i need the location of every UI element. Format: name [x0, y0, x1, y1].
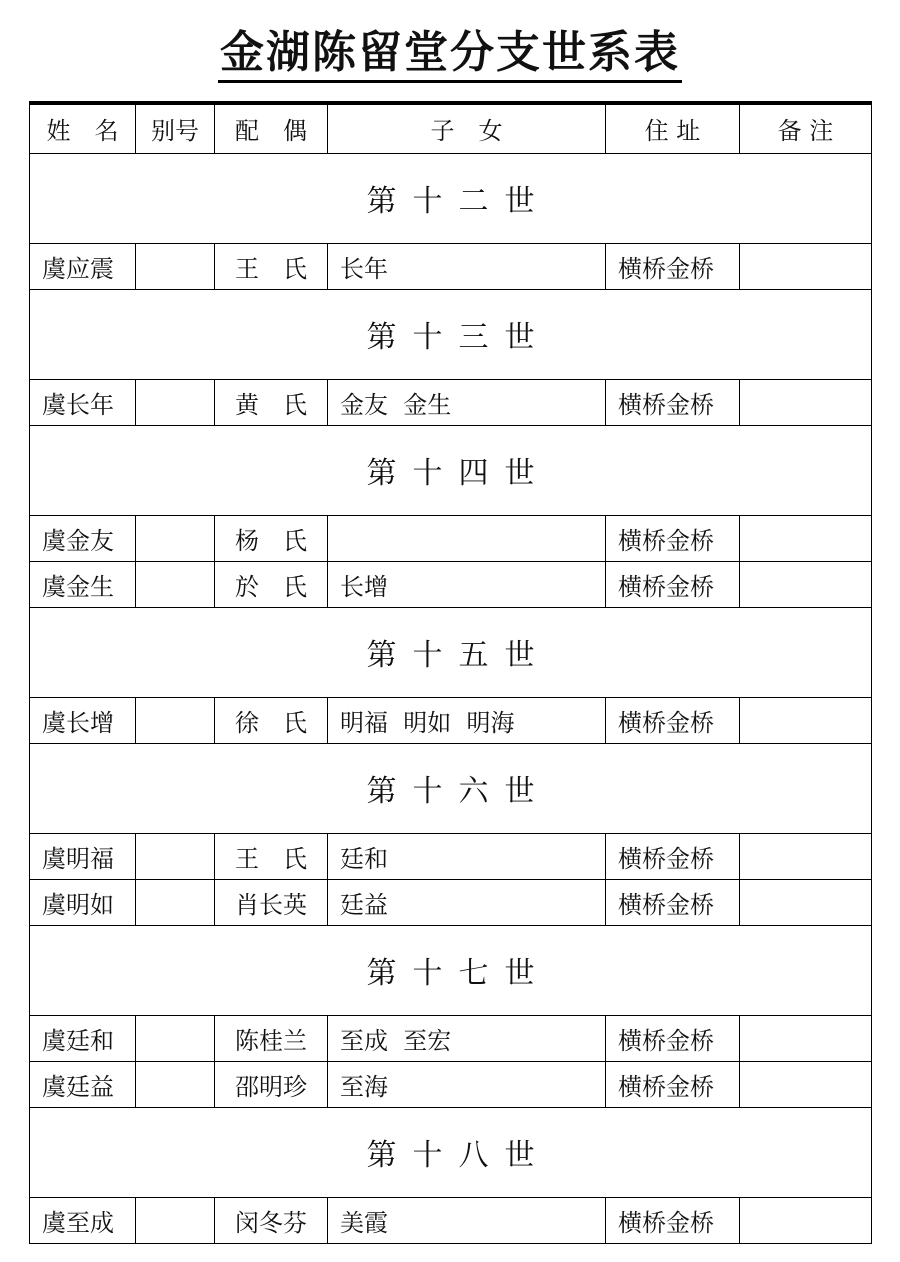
generation-label: 第十八世	[30, 1107, 872, 1197]
person-alias	[136, 1061, 215, 1107]
header-name: 姓 名	[30, 103, 136, 153]
person-children: 廷和	[328, 833, 606, 879]
person-spouse: 肖长英	[215, 879, 328, 925]
title-text: 金湖陈留堂分支世系表	[218, 27, 682, 83]
person-note	[740, 879, 872, 925]
table-row	[30, 879, 872, 925]
generation-label: 第十五世	[30, 607, 872, 697]
header-children: 子 女	[328, 103, 606, 153]
person-spouse: 闵冬芬	[215, 1197, 328, 1243]
header-address: 住 址	[606, 103, 740, 153]
person-alias	[136, 561, 215, 607]
person-note	[740, 697, 872, 743]
person-alias	[136, 697, 215, 743]
generation-row	[30, 153, 872, 243]
person-note	[740, 379, 872, 425]
person-name: 虞金生	[30, 561, 136, 607]
person-children: 至成 至宏	[328, 1015, 606, 1061]
person-address: 横桥金桥	[606, 243, 740, 289]
generation-label: 第十二世	[30, 153, 872, 243]
generation-label: 第十七世	[30, 925, 872, 1015]
person-name: 虞长年	[30, 379, 136, 425]
person-spouse: 王 氏	[215, 833, 328, 879]
generation-label: 第十三世	[30, 289, 872, 379]
person-address: 横桥金桥	[606, 561, 740, 607]
person-note	[740, 1061, 872, 1107]
person-note	[740, 515, 872, 561]
person-name: 虞廷益	[30, 1061, 136, 1107]
person-name: 虞明如	[30, 879, 136, 925]
table-row	[30, 515, 872, 561]
person-note	[740, 1197, 872, 1243]
person-children: 廷益	[328, 879, 606, 925]
person-name: 虞应震	[30, 243, 136, 289]
table-row	[30, 833, 872, 879]
person-name: 虞金友	[30, 515, 136, 561]
person-name: 虞廷和	[30, 1015, 136, 1061]
person-alias	[136, 1197, 215, 1243]
table-row	[30, 697, 872, 743]
person-spouse: 徐 氏	[215, 697, 328, 743]
person-note	[740, 243, 872, 289]
person-address: 横桥金桥	[606, 515, 740, 561]
person-children	[328, 515, 606, 561]
generation-row	[30, 1107, 872, 1197]
header-spouse: 配 偶	[215, 103, 328, 153]
table-row	[30, 243, 872, 289]
header-note: 备 注	[740, 103, 872, 153]
generation-row	[30, 925, 872, 1015]
person-spouse: 邵明珍	[215, 1061, 328, 1107]
person-spouse: 於 氏	[215, 561, 328, 607]
person-spouse: 王 氏	[215, 243, 328, 289]
person-children: 美霞	[328, 1197, 606, 1243]
table-row	[30, 1061, 872, 1107]
generation-row	[30, 425, 872, 515]
person-alias	[136, 1015, 215, 1061]
person-note	[740, 1015, 872, 1061]
generation-row	[30, 743, 872, 833]
person-alias	[136, 243, 215, 289]
person-alias	[136, 879, 215, 925]
genealogy-table	[29, 101, 872, 1244]
table-row	[30, 561, 872, 607]
table-row	[30, 1015, 872, 1061]
person-children: 金友 金生	[328, 379, 606, 425]
person-name: 虞至成	[30, 1197, 136, 1243]
table-row	[30, 1197, 872, 1243]
person-address: 横桥金桥	[606, 1061, 740, 1107]
person-spouse: 杨 氏	[215, 515, 328, 561]
person-alias	[136, 379, 215, 425]
header-row	[30, 103, 872, 153]
generation-label: 第十四世	[30, 425, 872, 515]
page-title	[0, 16, 900, 80]
person-note	[740, 833, 872, 879]
person-alias	[136, 515, 215, 561]
person-spouse: 陈桂兰	[215, 1015, 328, 1061]
generation-label: 第十六世	[30, 743, 872, 833]
person-spouse: 黄 氏	[215, 379, 328, 425]
person-address: 横桥金桥	[606, 833, 740, 879]
generation-row	[30, 607, 872, 697]
person-address: 横桥金桥	[606, 879, 740, 925]
header-alias: 别号	[136, 103, 215, 153]
person-name: 虞明福	[30, 833, 136, 879]
person-children: 长年	[328, 243, 606, 289]
person-children: 长增	[328, 561, 606, 607]
generation-row	[30, 289, 872, 379]
table-body	[30, 153, 872, 1243]
person-name: 虞长增	[30, 697, 136, 743]
person-address: 横桥金桥	[606, 1015, 740, 1061]
person-children: 至海	[328, 1061, 606, 1107]
person-address: 横桥金桥	[606, 1197, 740, 1243]
table-row	[30, 379, 872, 425]
person-note	[740, 561, 872, 607]
person-address: 横桥金桥	[606, 379, 740, 425]
person-address: 横桥金桥	[606, 697, 740, 743]
person-alias	[136, 833, 215, 879]
person-children: 明福 明如 明海	[328, 697, 606, 743]
